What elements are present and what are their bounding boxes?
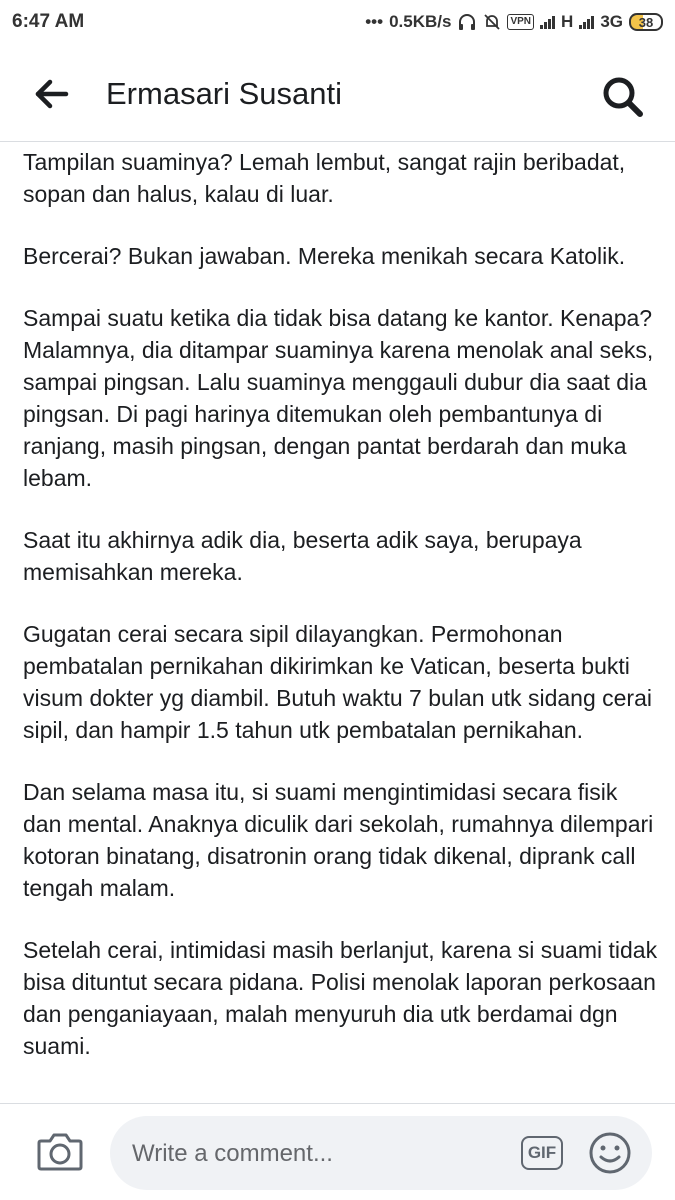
post-paragraph: Saat itu akhirnya adik dia, beserta adik saya, berupaya memisahkan mereka. [23, 527, 582, 585]
network-3g: 3G [600, 12, 623, 31]
camera-icon [37, 1131, 83, 1171]
signal-icon-2 [579, 15, 594, 29]
search-button[interactable] [600, 74, 646, 120]
signal-icon [540, 15, 555, 29]
arrow-left-icon [30, 74, 74, 114]
status-icons [365, 12, 663, 32]
network-h: H [561, 12, 574, 31]
back-button[interactable] [30, 74, 74, 114]
post-paragraph: Dan selama masa itu, si suami mengintimidasi secara fisik dan mental. Anaknya diculik dari sekolah, rumahnya dilempari kotoran binatang, disatronin orang tidak dikenal, diprank call tengah malam. [23, 779, 654, 901]
status-time: 6:47 AM [12, 11, 85, 32]
app-header [0, 44, 675, 142]
status-bar [0, 0, 675, 44]
search-icon [600, 74, 646, 120]
emoji-button[interactable] [588, 1131, 632, 1175]
bell-off-icon [483, 13, 501, 31]
battery-icon: 38 [629, 13, 663, 31]
vpn-badge: VPN [507, 14, 534, 30]
comment-placeholder: Write a comment... [132, 1140, 333, 1167]
post-paragraph: Tampilan suaminya? Lemah lembut, sangat rajin beribadat, sopan dan halus, kalau di luar. [23, 149, 626, 207]
comment-input[interactable] [110, 1116, 652, 1190]
post-paragraph: Setelah cerai, intimidasi masih berlanjut, karena si suami tidak bisa dituntut secara pidana. Polisi menolak laporan perkosaan dan penganiayaan, malah menyuruh dia utk berdamai dgn suami. [23, 937, 658, 1059]
post-body [23, 146, 658, 1092]
net-speed: 0.5KB/s [389, 12, 452, 31]
page-title: Ermasari Susanti [106, 76, 343, 111]
more-dots: ••• [365, 12, 384, 31]
gif-button[interactable]: GIF [521, 1136, 563, 1170]
post-paragraph: Bercerai? Bukan jawaban. Mereka menikah secara Katolik. [23, 243, 626, 269]
camera-button[interactable] [37, 1131, 83, 1171]
headset-icon [457, 13, 477, 31]
comment-composer [0, 1103, 675, 1200]
post-paragraph: Sampai suatu ketika dia tidak bisa datang ke kantor. Kenapa? Malamnya, dia ditampar suaminya karena menolak anal seks, sampai pingsan. Lalu suaminya menggauli dubur dia saat dia pingsan. Di pagi harinya ditemukan oleh pembantunya di ranjang, masih pingsan, dengan pantat berdarah dan muka lebam. [23, 305, 654, 491]
post-paragraph: Gugatan cerai secara sipil dilayangkan. Permohonan pembatalan pernikahan dikirimkan ke Vatican, beserta bukti visum dokter yg diambil. Butuh waktu 7 bulan utk sidang cerai sipil, dan hampir 1.5 tahun utk pembatalan pernikahan. [23, 621, 652, 743]
smiley-icon [588, 1131, 632, 1175]
